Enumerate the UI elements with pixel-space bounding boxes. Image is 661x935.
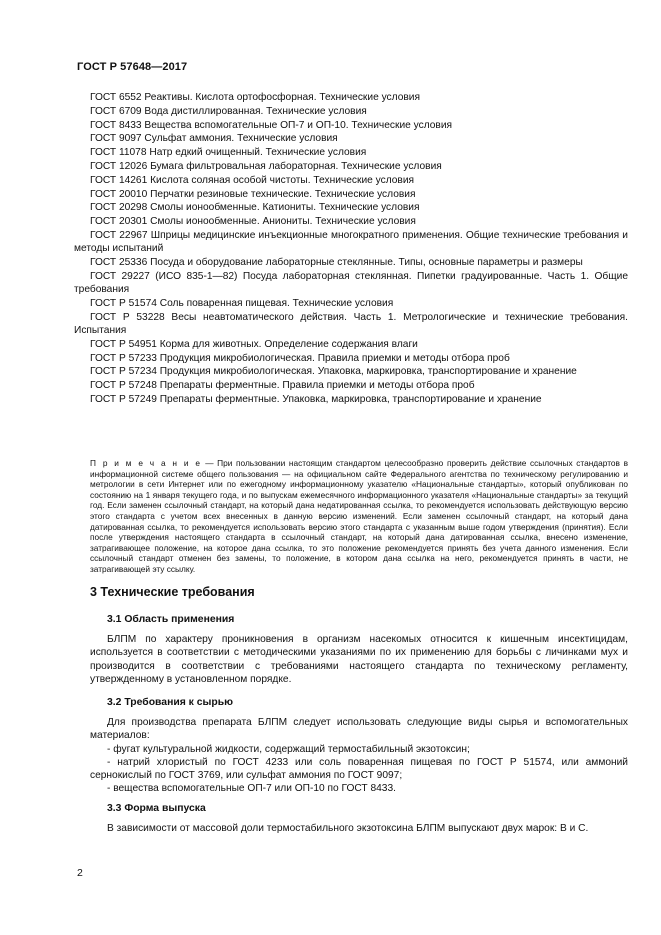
page-number: 2	[77, 867, 83, 879]
note-text: — При пользовании настоящим стандартом целесообразно проверить действие ссылочных стандартов в информационной системе общего пользования — на официальном сайте Федерального агентства по техническому регулированию и метрологии в сети Интернет или по ежегодному информационному указателю «Национальные стандарты», который опубликован по состоянию на 1 января текущего года, и по выпускам ежемесячного информационного указателя «Национальные стандарты» за текущий год. Если заменен ссылочный стандарт, на который дана недатированная ссылка, то рекомендуется использовать действующую версию этого стандарта с учетом всех внесенных в данную версию изменений. Если заменен ссылочный стандарт, на который дана датированная ссылка, то рекомендуется использовать версию этого стандарта с указанным выше годом утверждения (принятия). Если после утверждения настоящего стандарта в ссылочный стандарт, на который дана датированная ссылка, внесено изменение, затрагивающее положение, на которое дана ссылка, то это положение рекомендуется принять без учета данного изменения. Если ссылочный стандарт отменен без замены, то положение, в котором дана ссылка на него, рекомендуется принять в части, не затрагивающей эту ссылку.	[90, 458, 628, 574]
reference-item: ГОСТ 20010 Перчатки резиновые технические. Технические условия	[90, 188, 416, 200]
note-paragraph	[90, 458, 628, 575]
paragraph: В зависимости от массовой доли термостабильного экзотоксина БЛПМ выпускают двух марок: В и С.	[107, 823, 589, 834]
reference-item: ГОСТ 14261 Кислота соляная особой чистоты. Технические условия	[90, 174, 415, 186]
subsection-3-1-title: 3.1 Область применения	[107, 614, 235, 625]
section-3-title: 3 Технические требования	[90, 585, 255, 599]
reference-item: ГОСТ 29227 (ИСО 835-1—82) Посуда лабораторная стеклянная. Пипетки градуированные. Часть 1. Общие требования	[74, 270, 628, 296]
reference-item: ГОСТ 20301 Смолы ионообменные. Аниониты. Технические условия	[90, 216, 416, 228]
note-label: П р и м е ч а н и е	[90, 458, 202, 468]
reference-item: ГОСТ 22967 Шприцы медицинские инъекционные многократного применения. Общие технические требования и методы испытаний	[74, 229, 628, 255]
paragraph: БЛПМ по характеру проникновения в организм насекомых относится к кишечным инсектицидам, используется в соответствии с методическими указаниями по их применению для борьбы с личинками мух и производится в соответствии с требованиями настоящего стандарта по техническому регламенту, утвержденному в установленном порядке.	[90, 634, 628, 685]
list-item: - фугат культуральной жидкости, содержащий термостабильный экзотоксин;	[107, 743, 470, 755]
reference-item: ГОСТ 11078 Натр едкий очищенный. Технические условия	[90, 147, 367, 159]
list-item: - вещества вспомогательные ОП-7 или ОП-10 по ГОСТ 8433.	[107, 783, 396, 795]
reference-item: ГОСТ Р 51574 Соль поваренная пищевая. Технические условия	[90, 297, 394, 309]
subsection-3-3-title: 3.3 Форма выпуска	[107, 803, 206, 814]
reference-item: ГОСТ 8433 Вещества вспомогательные ОП-7 и ОП-10. Технические условия	[90, 119, 453, 131]
reference-item: ГОСТ Р 57249 Препараты ферментные. Упаковка, маркировка, транспортирование и хранение	[90, 394, 542, 406]
list-item: - натрий хлористый по ГОСТ 4233 или соль поваренная пищевая по ГОСТ Р 51574, или аммоний сернокислый по ГОСТ 3769, или сульфат аммония по ГОСТ 9097;	[90, 756, 628, 782]
reference-item: ГОСТ 12026 Бумага фильтровальная лабораторная. Технические условия	[90, 160, 442, 172]
reference-item: ГОСТ Р 54951 Корма для животных. Определение содержания влаги	[90, 338, 418, 350]
reference-item: ГОСТ 6709 Вода дистиллированная. Технические условия	[90, 105, 367, 117]
subsection-3-2-body	[90, 716, 628, 796]
reference-item: ГОСТ Р 57233 Продукция микробиологическая. Правила приемки и методы отбора проб	[90, 352, 510, 364]
reference-list	[74, 91, 628, 407]
reference-item: ГОСТ Р 53228 Весы неавтоматического действия. Часть 1. Метрологические и технические требования. Испытания	[74, 311, 628, 337]
reference-item: ГОСТ Р 57248 Препараты ферментные. Правила приемки и методы отбора проб	[90, 380, 475, 392]
paragraph: Для производства препарата БЛПМ следует использовать следующие виды сырья и вспомогательных материалов:	[90, 717, 628, 742]
subsection-3-1-body	[90, 633, 628, 686]
reference-item: ГОСТ 25336 Посуда и оборудование лабораторные стеклянные. Типы, основные параметры и размеры	[90, 257, 583, 269]
subsection-3-2-title: 3.2 Требования к сырью	[107, 697, 234, 708]
reference-item: ГОСТ 9097 Сульфат аммония. Технические условия	[90, 133, 338, 145]
document-header: ГОСТ Р 57648—2017	[77, 61, 188, 73]
reference-item: ГОСТ 6552 Реактивы. Кислота ортофосфорная. Технические условия	[90, 92, 420, 103]
reference-item: ГОСТ Р 57234 Продукция микробиологическая. Упаковка, маркировка, транспортирование и хранение	[90, 366, 577, 378]
subsection-3-3-body	[90, 822, 628, 835]
reference-item: ГОСТ 20298 Смолы ионообменные. Катиониты. Технические условия	[90, 202, 420, 214]
